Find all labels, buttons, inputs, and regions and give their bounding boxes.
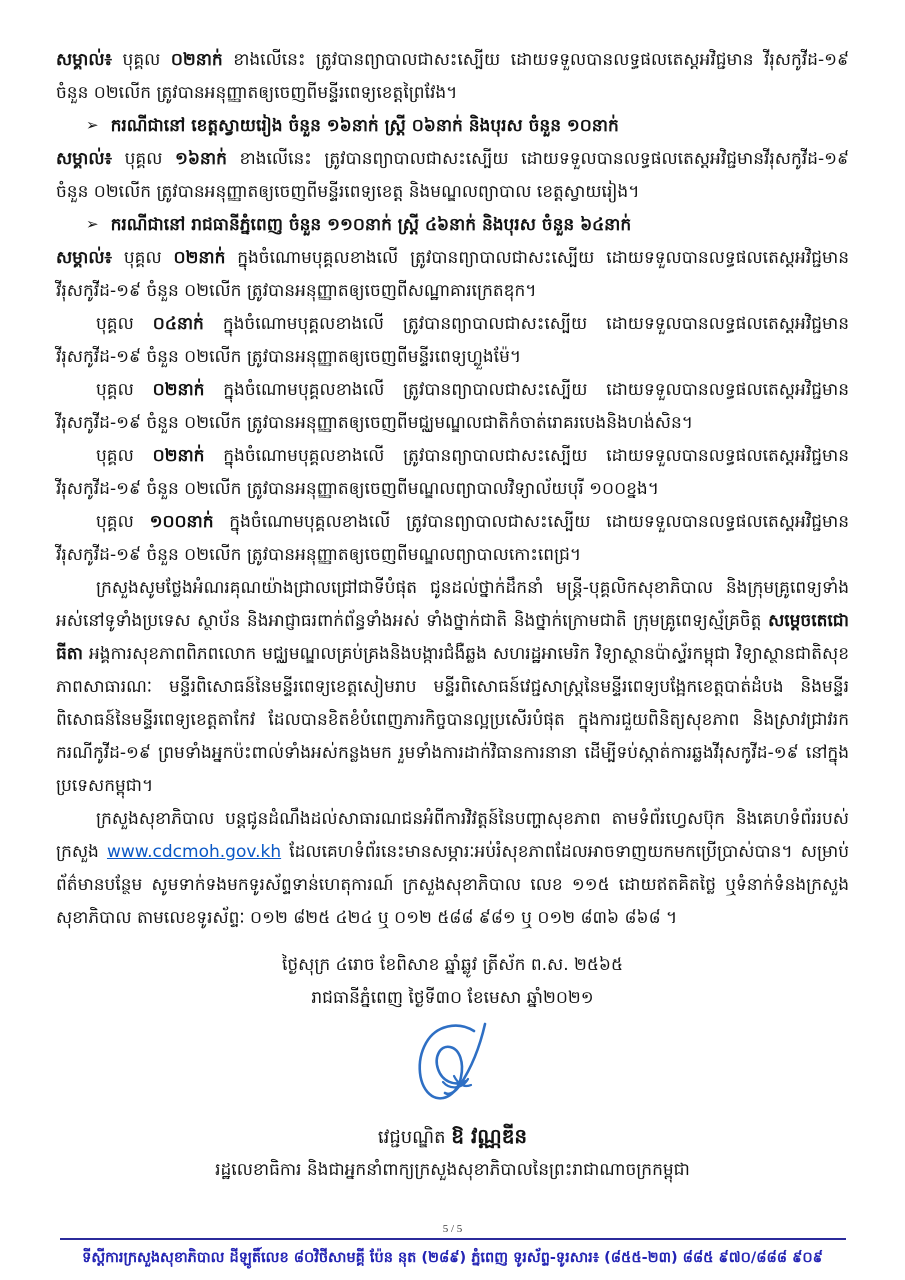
- text-run: ១៦នាក់: [175, 149, 227, 169]
- signature-block: [56, 1019, 849, 1119]
- paragraph: [56, 242, 849, 308]
- text-run: ខាងលើនេះ ត្រូវបានព្យាបាលជាសះស្បើយ ដោយទទួលបានលទ្ធផលតេស្តអវិជ្ជមាន វីរុសកូវីដ-១៩ ចំនួន ០២លើក ត្រូវបានអនុញ្ញាតឲ្យចេញពីមន្ទីរពេទ្យខេត្តព្រៃវែង។: [56, 50, 849, 103]
- text-run: ក្រសួងសូមថ្លែងអំណរគុណយ៉ាងជ្រាលជ្រៅជាទីបំផុត ជូនដល់ថ្នាក់ដឹកនាំ មន្ត្រី-បុគ្គលិកសុខាភិបាល និងក្រុមគ្រូពេទ្យទាំងអស់នៅទូទាំងប្រទេស ស្ថាប័ន និងអាជ្ញាធរពាក់ព័ន្ធទាំងអស់ ទាំងថ្នាក់ជាតិ និងថ្នាក់ក្រោមជាតិ ក្រុមគ្រូពេទ្យស្ម័គ្រចិត្ត: [56, 578, 849, 631]
- paragraph: [56, 506, 849, 572]
- text-run: ក្នុងចំណោមបុគ្គលខាងលើ ត្រូវបានព្យាបាលជាសះស្បើយ ដោយទទួលបានលទ្ធផលតេស្តអវិជ្ជមានវីរុសកូវីដ-១៩ ចំនួន ០២លើក ត្រូវបានអនុញ្ញាតឲ្យចេញពីមជ្ឈមណ្ឌលជាតិកំចាត់រោគរបេងនិងហង់សិន។: [56, 380, 849, 433]
- bullet-item: [56, 110, 849, 143]
- footer-divider: [60, 1238, 846, 1240]
- text-run: ថ្ងៃសុក្រ ៤រោច ខែពិសាខ ឆ្នាំឆ្លូវ ត្រីស័ក ព.ស. ២៥៦៥: [282, 955, 623, 975]
- text-run: សម្គាល់៖: [56, 149, 113, 169]
- text-run: ០២នាក់: [152, 380, 205, 400]
- paragraph: [56, 143, 849, 209]
- signatory-name: ឱ វណ្ណឌីន: [451, 1124, 528, 1148]
- text-run: ក្នុងចំណោមបុគ្គលខាងលើ ត្រូវបានព្យាបាលជាសះស្បើយ ដោយទទួលបានលទ្ធផលតេស្តអវិជ្ជមានវីរុសកូវីដ-១៩ ចំនួន ០២លើក ត្រូវបានអនុញ្ញាតឲ្យចេញពីមន្ទីរពេទ្យហ្លួងម៉ែ។: [56, 314, 849, 367]
- paragraph: [56, 374, 849, 440]
- text-run: ដែលគេហទំព័រនេះមានសម្ភារៈអប់រំសុខភាពដែលអាចទាញយកមកប្រើប្រាស់បាន។ សម្រាប់ព័ត៌មានបន្ថែម សូមទាក់ទងមកទូរស័ព្ទទាន់ហេតុការណ៍ ក្រសួងសុខាភិបាល លេខ ១១៥ ដោយឥតគិតថ្លៃ ឬទំនាក់ទំនងក្រសួងសុខាភិបាល តាមលេខទូរស័ព្ទៈ ០១២ ៨២៥ ៤២៤ ឬ ០១២ ៥៨៨ ៩៨១ ឬ ០១២ ៨៣៦ ៨៦៨ ។: [56, 842, 849, 928]
- paragraph: [56, 803, 849, 935]
- paragraph: [56, 572, 849, 803]
- page-footer: [0, 1223, 905, 1268]
- signatory-title: រដ្ឋលេខាធិការ និងជាអ្នកនាំពាក្យក្រសួងសុខាភិបាលនៃព្រះរាជាណាចក្រកម្ពុជា: [215, 1160, 690, 1180]
- text-run: រាជធានីភ្នំពេញ ថ្ងៃទី៣០ ខែមេសា ឆ្នាំ២០២១: [311, 988, 594, 1008]
- page-number: 5 / 5: [442, 1223, 463, 1235]
- text-run: ០៤នាក់: [152, 314, 204, 334]
- signatory-name-line: [56, 1121, 849, 1153]
- text-run: ក្រសួងសុខាភិបាល បន្តជូនដំណឹងដល់សាធារណជនអំពីការវិវត្តន៍នៃបញ្ហាសុខភាព តាមទំព័រហ្វេសប៊ុក និងគេហទំព័ររបស់ក្រសួង: [56, 809, 849, 862]
- text-run: ខាងលើនេះ ត្រូវបានព្យាបាលជាសះស្បើយ ដោយទទួលបានលទ្ធផលតេស្តអវិជ្ជមានវីរុសកូវីដ-១៩ ចំនួន ០២លើក ត្រូវបានអនុញ្ញាតឲ្យចេញពីមន្ទីរពេទ្យខេត្ត និងមណ្ឌលព្យាបាល ខេត្តស្វាយរៀង។: [56, 149, 850, 202]
- text-run: ១០០នាក់: [149, 512, 214, 532]
- website-link[interactable]: www.cdcmoh.gov.kh: [106, 842, 282, 862]
- text-run: បុគ្គល: [96, 446, 153, 466]
- bullet-arrow-icon: ➢: [86, 116, 99, 134]
- paragraph: [56, 308, 849, 374]
- text-run: បុគ្គល: [112, 50, 171, 70]
- text-run: ក្នុងចំណោមបុគ្គលខាងលើ ត្រូវបានព្យាបាលជាសះស្បើយ ដោយទទួលបានលទ្ធផលតេស្តអវិជ្ជមានវីរុសកូវីដ-១៩ ចំនួន ០២លើក ត្រូវបានអនុញ្ញាតឲ្យចេញពីមណ្ឌលព្យាបាលវិទ្យាល័យបុរី ១០០ខ្នង។: [56, 446, 849, 499]
- text-run: សម្តេចតេជោ ធីតា: [56, 611, 849, 664]
- ministry-address: ទីស្តីការក្រសួងសុខាភិបាល ដីឡូតិ៍លេខ ៨០វិថីសាមគ្គី ប៉ែន នុត (២៨៩) ភ្នំពេញ ទូរស័ព្ទ-ទូរសារ៖ (៨៥៥-២៣) ៨៨៥ ៩៧០/៨៨៨ ៩០៩: [82, 1250, 823, 1266]
- document-body: [56, 44, 849, 1015]
- text-run: សម្គាល់៖: [56, 50, 113, 70]
- text-run: ០២នាក់: [173, 248, 226, 268]
- paragraph: [56, 440, 849, 506]
- paragraph: [56, 44, 849, 110]
- text-run: ករណីជានៅ រាជធានីភ្នំពេញ ចំនួន ១១០នាក់ ស្រ្តី ៤៦នាក់ និងបុរស ចំនួន ៦៤នាក់: [110, 215, 632, 235]
- text-run: បុគ្គល: [96, 314, 153, 334]
- text-run: ០២នាក់: [170, 50, 223, 70]
- signatory-prefix: វេជ្ជបណ្ឌិត: [377, 1127, 452, 1148]
- paragraph: [56, 982, 849, 1015]
- text-run: ក្នុងចំណោមបុគ្គលខាងលើ ត្រូវបានព្យាបាលជាសះស្បើយ ដោយទទួលបានលទ្ធផលតេស្តអវិជ្ជមានវីរុសកូវីដ-១៩ ចំនួន ០២លើក ត្រូវបានអនុញ្ញាតឲ្យចេញពីមណ្ឌលព្យាបាលកោះពេជ្រ។: [56, 512, 849, 565]
- text-run: ក្នុងចំណោមបុគ្គលខាងលើ ត្រូវបានព្យាបាលជាសះស្បើយ ដោយទទួលបានលទ្ធផលតេស្តអវិជ្ជមានវីរុសកូវីដ-១៩ ចំនួន ០២លើក ត្រូវបានអនុញ្ញាតឲ្យចេញពីសណ្ឋាគារក្រេតឌុក។: [56, 248, 849, 301]
- text-run: អង្គការសុខភាពពិភពលោក មជ្ឈមណ្ឌលគ្រប់គ្រងនិងបង្ការជំងឺឆ្លង សហរដ្ឋអាមេរិក វិទ្យាស្ថានប៉ាស្ទ័រកម្ពុជា វិទ្យាស្ថានជាតិសុខភាពសាធារណៈ មន្ទីរពិសោធន៍នៃមន្ទីរពេទ្យខេត្តសៀមរាប មន្ទីរពិសោធន៍វេជ្ជសាស្ត្រនៃមន្ទីរពេទ្យបង្អែកខេត្តបាត់ដំបង និងមន្ទីរពិសោធន៍នៃមន្ទីរពេទ្យខេត្តតាកែវ ដែលបានខិតខំបំពេញភារកិច្ចបានល្អប្រសើរបំផុត ក្នុងការជួយពិនិត្យសុខភាព និងស្រាវជ្រាវរកករណីកូវីដ-១៩ ព្រមទាំងអ្នកប៉ះពាល់ទាំងអស់កន្លងមក រួមទាំងការដាក់វិធានការនានា ដើម្បីទប់ស្កាត់ការឆ្លងវីរុសកូវីដ-១៩ នៅក្នុងប្រទេសកម្ពុជា។: [56, 644, 849, 796]
- text-run: សម្គាល់៖: [56, 248, 113, 268]
- bullet-item: [56, 209, 849, 242]
- text-run: បុគ្គល: [112, 248, 174, 268]
- text-run: បុគ្គល: [96, 380, 153, 400]
- text-run: បុគ្គល: [112, 149, 176, 169]
- paragraph: [56, 949, 849, 982]
- text-run: ០២នាក់: [152, 446, 205, 466]
- text-run: ករណីជានៅ ខេត្តស្វាយរៀង ចំនួន ១៦នាក់ ស្រ្តី ០៦នាក់ និងបុរស ចំនួន ១០នាក់: [110, 116, 619, 136]
- signature-scribble-icon: [388, 1019, 518, 1114]
- bullet-arrow-icon: ➢: [86, 215, 99, 233]
- text-run: បុគ្គល: [96, 512, 150, 532]
